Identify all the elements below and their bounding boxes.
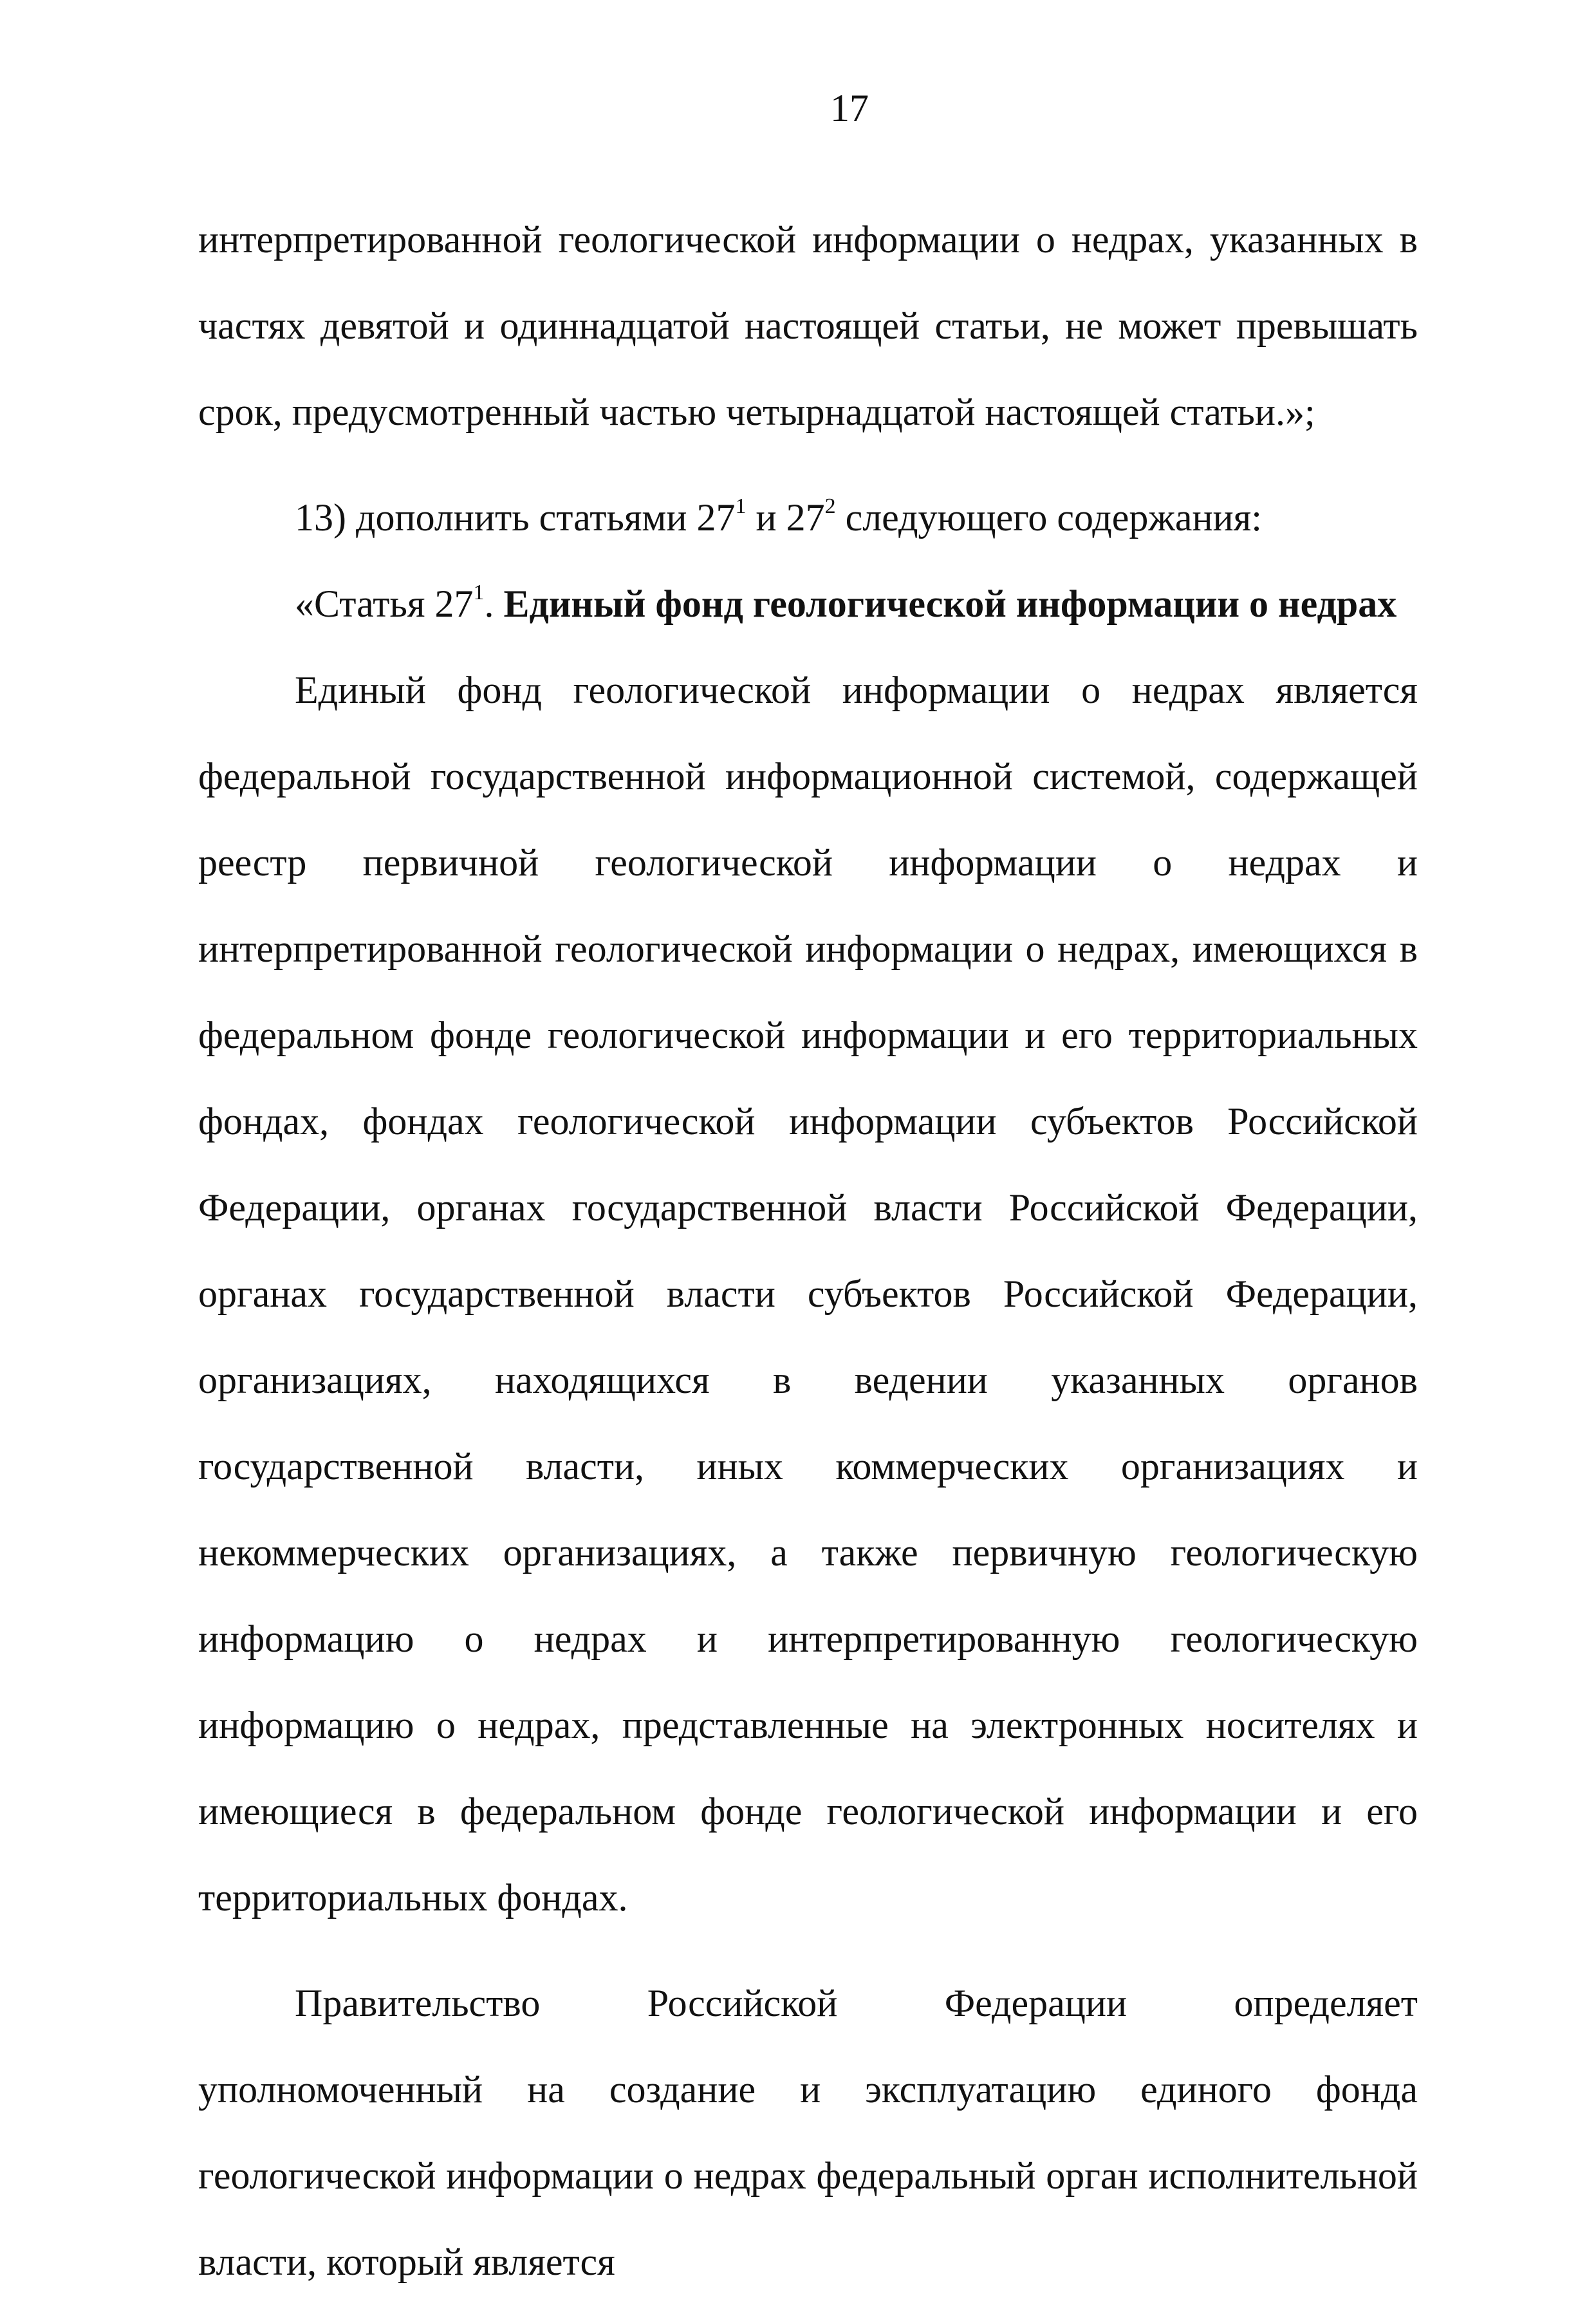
superscript-2: 2 (824, 494, 836, 518)
article-title: Единый фонд геологической информации о недрах (503, 583, 1397, 625)
paragraph-amendment-13 (198, 474, 1418, 561)
article-heading (198, 561, 1418, 647)
article-dot: . (484, 583, 504, 625)
amendment-text-suffix: следующего содержания: (835, 496, 1262, 539)
paragraph-continuation: интерпретированной геологической информации о недрах, указанных в частях девятой и одиннадцатой настоящей статьи, не может превышать срок, предусмотренный частью четырнадцатой настоящей статьи.»; (198, 218, 1418, 433)
page-number: 17 (830, 87, 869, 129)
document-body (198, 196, 1418, 2305)
paragraph-fund-definition: Единый фонд геологической информации о недрах является федеральной государственной информационной системой, содержащей реестр первичной геологической информации о недрах и интерпретированной геологической информации о недрах, имеющихся в федеральном фонде геологической информации и его территориальных фондах, фондах геологической информации субъектов Российской Федерации, органах государственной власти Российской Федерации, органах государственной власти субъектов Российской Федерации, организациях, находящихся в ведении указанных органов государственной власти, иных коммерческих организациях и некоммерческих организациях, а также первичную геологическую информацию о недрах и интерпретированную геологическую информацию о недрах, представленные на электронных носителях и имеющиеся в федеральном фонде геологической информации и его территориальных фондах. (198, 669, 1418, 1919)
amendment-text-prefix: 13) дополнить статьями 27 (295, 496, 736, 539)
article-label: «Статья 27 (295, 583, 474, 625)
article-superscript: 1 (473, 581, 485, 604)
paragraph-government-authority: Правительство Российской Федерации определяет уполномоченный на создание и эксплуатацию единого фонда геологической информации о недрах федеральный орган исполнительной власти, который является (198, 1982, 1418, 2283)
superscript-1: 1 (735, 494, 747, 518)
amendment-text-middle: и 27 (746, 496, 825, 539)
